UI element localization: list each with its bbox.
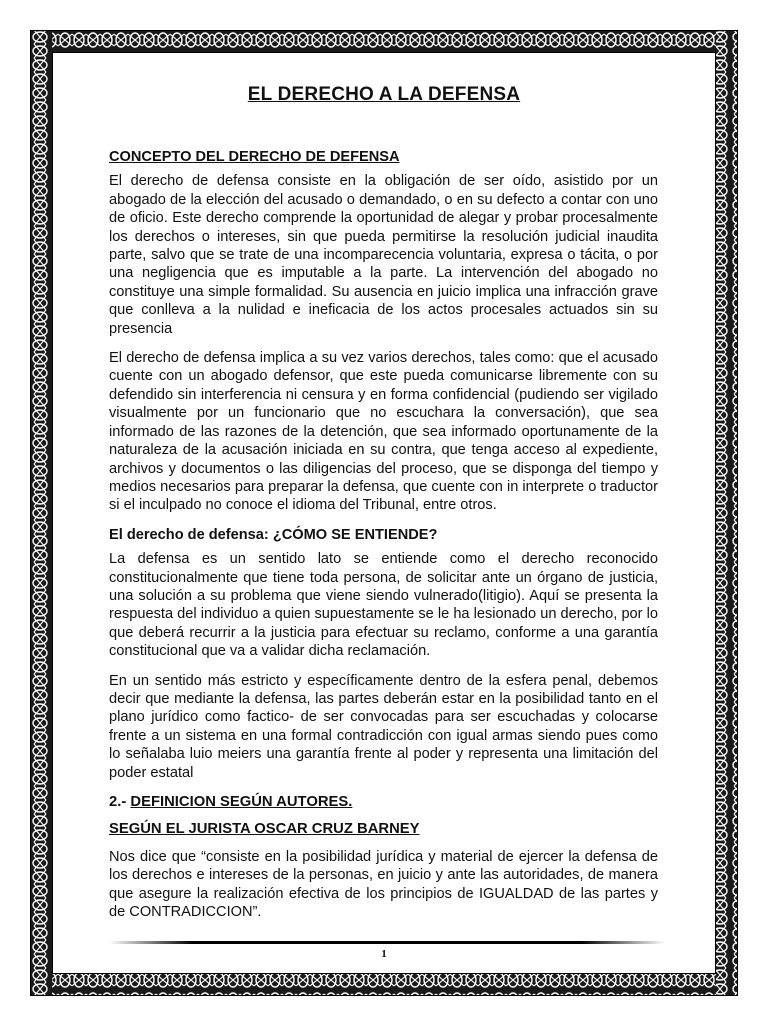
section-heading-definicion [109,793,658,811]
paragraph-2: El derecho de defensa implica a su vez varios derechos, tales como: que el acusado cuente con un abogado defensor, que este pueda comunicarse libremente con su defendido sin interferencia ni censura y en forma confidencial (pudiendo ser vigilado visualmente por un funcionario que no escuchara la conversación), que sea informado de las razones de la detención, que sea informado oportunamente de la naturaleza de la acusación iniciada en su contra, que tenga acceso al expediente, archivos y documentos o las diligencias del proceso, que se disponga del tiempo y medios necesarios para preparar la defensa, que cuente con in interprete o traductor si el inculpado no conoce el idioma del Tribunal, entre otros. [109,350,658,514]
section-heading-oscar-cruz-barney: SEGÚN EL JURISTA OSCAR CRUZ BARNEY [109,821,420,838]
document-body [109,148,658,925]
paragraph-3: La defensa es un sentido lato se entiende como el derecho reconocido constitucionalmente que tiene toda persona, de solicitar ante un órgano de justicia, una solución a su problema que viene siendo vulnerado(litigio). Aquí se presenta la respuesta del individuo a quien supuestamente se le ha lesionado un derecho, por lo que deberá recurrir a la justicia para efectuar su reclamo, conforme a una garantía constitucional que va a validar dicha reclamación. [109,551,658,660]
section-heading-concepto: CONCEPTO DEL DERECHO DE DEFENSA [109,149,400,165]
page-number: 1 [381,948,387,960]
paragraph-4: En un sentido más estricto y específicamente dentro de la esfera penal, debemos decir que mediante la defensa, las partes deberán estar en la posibilidad tanto en el plano jurídico como factico- de ser convocadas para ser escuchadas y colocarse frente a un sistema en una formal contradicción con igual armas siendo pues como lo señalaba luio meiers una garantía frente al poder y representa una limitación del poder estatal [109,672,658,781]
document-title: EL DERECHO A LA DEFENSA [247,84,521,105]
section-heading-como-se-entiende: El derecho de defensa: ¿CÓMO SE ENTIENDE? [109,526,438,543]
footer-rule [109,941,665,944]
paragraph-1: El derecho de defensa consiste en la obligación de ser oído, asistido por un abogado de la elección del acusado o demandado, o en su defecto a contar con uno de oficio. Este derecho comprende la oportunidad de alegar y probar procesalmente los derechos o intereses, sin que pueda permitirse la resolución judicial inaudita parte, salvo que se trate de una incomparecencia voluntaria, expresa o tácita, o por una negligencia que es imputable a la parte. La intervención del abogado no constituye una simple formalidad. Su ausencia en juicio implica una infracción grave que conlleva a la nulidad e ineficacia de los actos procesales actuados sin su presencia [109,173,658,337]
paragraph-5: Nos dice que “consiste en la posibilidad jurídica y material de ejercer la defensa de los derechos e intereses de la personas, en juicio y ante las autoridades, de manera que asegure la realización efectiva de los principios de IGUALDAD de las partes y de CONTRADICCION”. [109,848,658,921]
section-number: 2.- [109,794,131,810]
section-heading-definicion-text: DEFINICION SEGÚN AUTORES. [130,794,353,810]
